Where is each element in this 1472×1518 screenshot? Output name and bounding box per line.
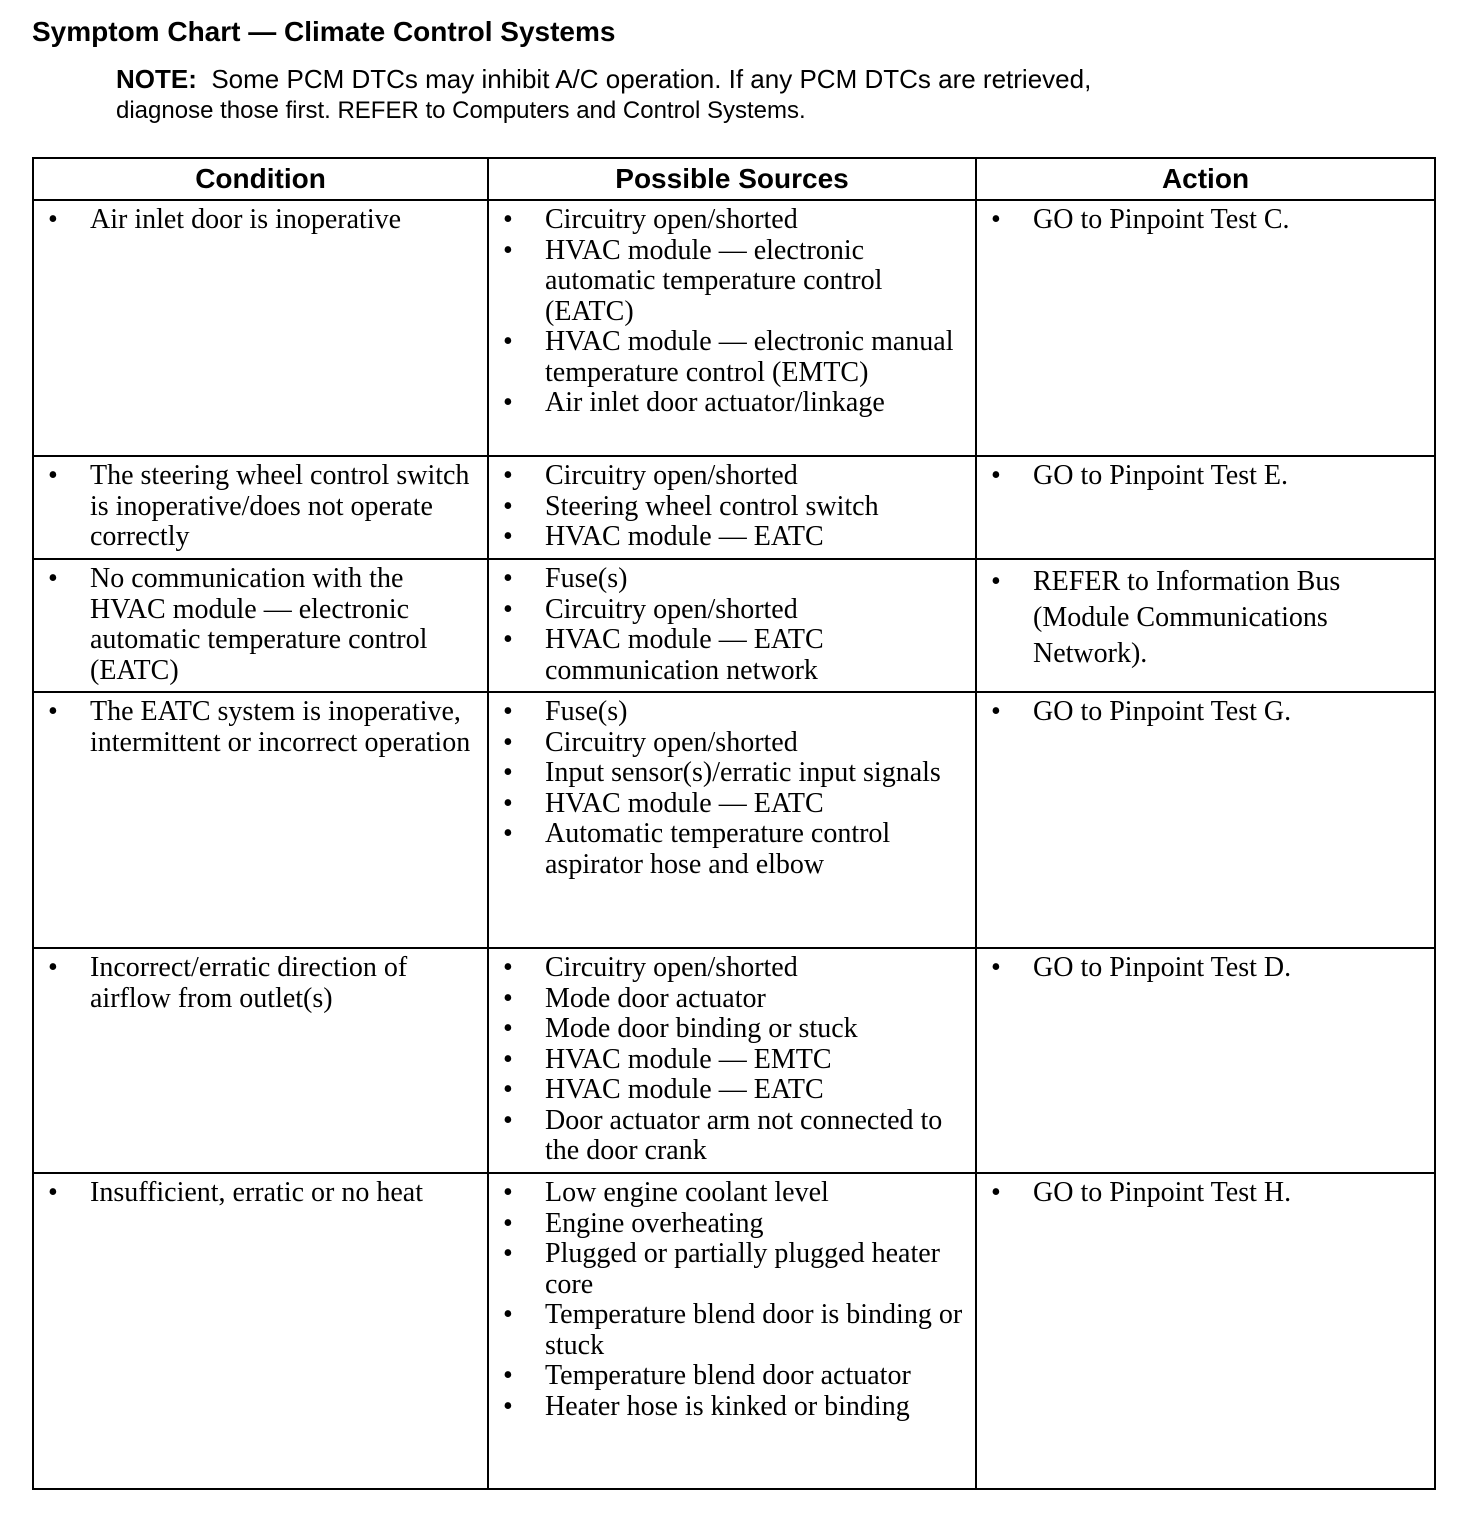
- action-cell: [976, 1173, 1435, 1489]
- action-cell: [976, 456, 1435, 559]
- header-condition: Condition: [33, 158, 488, 200]
- condition-cell: [33, 948, 488, 1173]
- condition-item: • No communication with the HVAC module — electronic automatic temperature control (EATC): [34, 564, 479, 686]
- table-row: [33, 692, 1435, 948]
- source-item: • Automatic temperature control aspirator hose and elbow: [489, 819, 967, 880]
- source-item: • HVAC module — electronic automatic temperature control (EATC): [489, 236, 967, 328]
- note-label: NOTE:: [116, 64, 197, 94]
- symptom-table: [32, 157, 1436, 1490]
- note-text-1: Some PCM DTCs may inhibit A/C operation. If any PCM DTCs are retrieved,: [211, 64, 1092, 94]
- sources-cell: [488, 1173, 976, 1489]
- condition-cell: [33, 200, 488, 456]
- note-text-2: diagnose those first. REFER to Computers and Control Systems.: [116, 97, 806, 124]
- condition-cell: [33, 559, 488, 692]
- source-item: • Circuitry open/shorted: [489, 205, 967, 236]
- table-row: [33, 1173, 1435, 1489]
- sources-cell: [488, 456, 976, 559]
- source-item: • Input sensor(s)/erratic input signals: [489, 758, 967, 789]
- sources-cell: [488, 559, 976, 692]
- sources-cell: [488, 948, 976, 1173]
- source-item: • HVAC module — EATC: [489, 522, 967, 553]
- header-action: Action: [976, 158, 1435, 200]
- action-item: • GO to Pinpoint Test D.: [977, 953, 1426, 984]
- action-item: • GO to Pinpoint Test G.: [977, 697, 1426, 728]
- source-item: • Mode door binding or stuck: [489, 1014, 967, 1045]
- condition-item: • Insufficient, erratic or no heat: [34, 1178, 479, 1209]
- action-item: • GO to Pinpoint Test H.: [977, 1178, 1426, 1209]
- table-row: [33, 456, 1435, 559]
- condition-item: • The EATC system is inoperative, intermittent or incorrect operation: [34, 697, 479, 758]
- action-cell: [976, 559, 1435, 692]
- condition-item: • Air inlet door is inoperative: [34, 205, 479, 236]
- action-cell: [976, 200, 1435, 456]
- condition-item: • The steering wheel control switch is inoperative/does not operate correctly: [34, 461, 479, 553]
- sources-cell: [488, 200, 976, 456]
- source-item: • Door actuator arm not connected to the door crank: [489, 1106, 967, 1167]
- action-item: • GO to Pinpoint Test E.: [977, 461, 1426, 492]
- condition-cell: [33, 1173, 488, 1489]
- source-item: • Temperature blend door is binding or stuck: [489, 1300, 967, 1361]
- source-item: • HVAC module — EATC: [489, 1075, 967, 1106]
- source-item: • Mode door actuator: [489, 984, 967, 1015]
- page-title: Symptom Chart — Climate Control Systems: [32, 16, 616, 47]
- condition-item: • Incorrect/erratic direction of airflow from outlet(s): [34, 953, 479, 1014]
- source-item: • Circuitry open/shorted: [489, 953, 967, 984]
- source-item: • Temperature blend door actuator: [489, 1361, 967, 1392]
- source-item: • Heater hose is kinked or binding: [489, 1392, 967, 1423]
- source-item: • Fuse(s): [489, 697, 967, 728]
- source-item: • Low engine coolant level: [489, 1178, 967, 1209]
- sources-cell: [488, 692, 976, 948]
- action-item: • REFER to Information Bus (Module Communications Network).: [977, 564, 1426, 672]
- source-item: • HVAC module — electronic manual temperature control (EMTC): [489, 327, 967, 388]
- source-item: • Circuitry open/shorted: [489, 461, 967, 492]
- table-row: [33, 948, 1435, 1173]
- source-item: • Plugged or partially plugged heater core: [489, 1239, 967, 1300]
- source-item: • Air inlet door actuator/linkage: [489, 388, 967, 419]
- table-header-row: [33, 158, 1435, 200]
- action-cell: [976, 692, 1435, 948]
- action-cell: [976, 948, 1435, 1173]
- note-block: [116, 63, 1416, 127]
- source-item: • Circuitry open/shorted: [489, 595, 967, 626]
- table-row: [33, 200, 1435, 456]
- source-item: • Fuse(s): [489, 564, 967, 595]
- condition-cell: [33, 456, 488, 559]
- source-item: • HVAC module — EATC: [489, 789, 967, 820]
- source-item: • Engine overheating: [489, 1209, 967, 1240]
- note-line-1: [116, 63, 1416, 95]
- condition-cell: [33, 692, 488, 948]
- header-possible-sources: Possible Sources: [488, 158, 976, 200]
- source-item: • Circuitry open/shorted: [489, 728, 967, 759]
- source-item: • Steering wheel control switch: [489, 492, 967, 523]
- source-item: • HVAC module — EMTC: [489, 1045, 967, 1076]
- table-row: [33, 559, 1435, 692]
- action-item: • GO to Pinpoint Test C.: [977, 205, 1426, 236]
- source-item: • HVAC module — EATC communication network: [489, 625, 967, 686]
